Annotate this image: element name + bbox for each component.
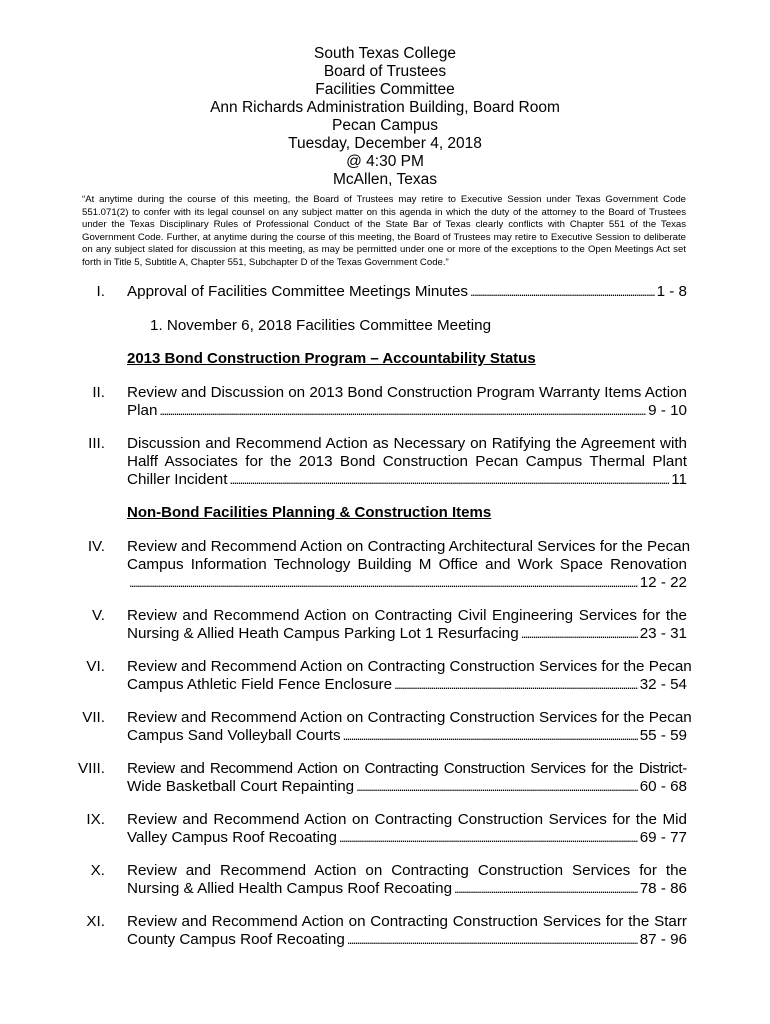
item-title: Chiller Incident (127, 471, 228, 488)
item-pages: 87 - 96 (639, 931, 687, 948)
item-number: V. (92, 607, 105, 624)
item-pages: 9 - 10 (648, 402, 687, 419)
item-number: IV. (87, 538, 105, 555)
dot-leader (394, 676, 638, 694)
dot-leader (339, 829, 638, 847)
item-number: II. (92, 384, 105, 401)
agenda-header (0, 45, 770, 189)
dot-leader (159, 402, 646, 420)
item-pages: 12 - 22 (639, 574, 687, 591)
item-title-line: Review and Discussion on 2013 Bond Construction Program Warranty Items Action (127, 384, 687, 401)
item-title-line: Review and Recommend Action on Contracting Civil Engineering Services for the (127, 607, 687, 624)
item-title-line: Campus Information Technology Building M Office and Work Space Renovation (127, 556, 687, 573)
dot-leader (129, 574, 638, 592)
item-number: I. (96, 283, 105, 300)
item-title: Plan (127, 402, 158, 419)
dot-leader (470, 283, 655, 301)
item-title-line: Review and Recommend Action on Contracting Construction Services for the District- (127, 760, 687, 777)
meeting-time: @ 4:30 PM (346, 153, 424, 170)
item-number: VI. (86, 658, 105, 675)
item-title: Valley Campus Roof Recoating (127, 829, 337, 846)
item-pages: 32 - 54 (639, 676, 687, 693)
item-title: Campus Athletic Field Fence Enclosure (127, 676, 393, 693)
dot-leader (454, 880, 638, 898)
committee-name: Facilities Committee (315, 81, 455, 98)
item-title-line: Review and Recommend Action on Contracting Construction Services for the Pecan (127, 658, 692, 675)
meeting-location: Ann Richards Administration Building, Board Room (210, 99, 560, 116)
meeting-city: McAllen, Texas (333, 171, 437, 188)
college-name: South Texas College (314, 45, 456, 62)
section-heading-bond: 2013 Bond Construction Program – Accountability Status (127, 350, 536, 367)
item-pages: 1 - 8 (656, 283, 687, 300)
item-title: Wide Basketball Court Repainting (127, 778, 355, 795)
executive-session-disclaimer: “At anytime during the course of this meeting, the Board of Trustees may retire to Executive Session under Texas Government Code 551.071(2) to confer with its legal counsel on any subject matter on this agenda in which the duty of the attorney to the Board of Trustees under the Texas Disciplinary Rules of Professional Conduct of the State Bar of Texas clearly conflicts with Chapter 551 of the Texas Government Code. Further, at anytime during the course of this meeting, the Board of Trustees may retire to Executive Session to deliberate on any subject slated for discussion at this meeting, as may be permitted under one or more of the exceptions to the Open Meetings Act set forth in Title 5, Subtitle A, Chapter 551, Subchapter D of the Texas Government Code.” (82, 194, 686, 268)
dot-leader (229, 471, 669, 489)
item-pages: 11 (671, 471, 687, 488)
item-title-line: Halff Associates for the 2013 Bond Construction Pecan Campus Thermal Plant (127, 453, 687, 470)
item-pages: 78 - 86 (639, 880, 687, 897)
item-number: VIII. (77, 760, 105, 777)
item-title-line: Review and Recommend Action on Contracting Construction Services for the (127, 862, 687, 879)
item-pages: 55 - 59 (639, 727, 687, 744)
campus-name: Pecan Campus (332, 117, 438, 134)
dot-leader (356, 778, 638, 796)
item-title: Approval of Facilities Committee Meetings Minutes (127, 283, 469, 300)
item-title-line: Review and Recommend Action on Contracting Architectural Services for the Pecan (127, 538, 691, 555)
item-title: Campus Sand Volleyball Courts (127, 727, 341, 744)
item-title-line: Review and Recommend Action on Contracting Construction Services for the Starr (127, 913, 687, 930)
meeting-date: Tuesday, December 4, 2018 (288, 135, 482, 152)
item-pages: 60 - 68 (639, 778, 687, 795)
item-title-line: Discussion and Recommend Action as Necessary on Ratifying the Agreement with (127, 435, 687, 452)
item-title-line: Review and Recommend Action on Contracting Construction Services for the Mid (127, 811, 687, 828)
board-name: Board of Trustees (323, 63, 447, 80)
item-number: IX. (86, 811, 105, 828)
item-pages: 23 - 31 (639, 625, 687, 642)
item-number: VII. (82, 709, 105, 726)
item-number: X. (90, 862, 105, 879)
dot-leader (343, 727, 638, 745)
item-pages: 69 - 77 (639, 829, 687, 846)
section-heading-non-bond: Non-Bond Facilities Planning & Construction Items (127, 504, 492, 521)
dot-leader (521, 625, 638, 643)
item-title: Nursing & Allied Health Campus Roof Recoating (127, 880, 453, 897)
sub-item-minutes: 1. November 6, 2018 Facilities Committee Meeting (150, 317, 492, 334)
item-number: III. (88, 435, 105, 452)
item-title: Nursing & Allied Heath Campus Parking Lot 1 Resurfacing (127, 625, 519, 642)
item-title: County Campus Roof Recoating (127, 931, 345, 948)
item-number: XI. (86, 913, 105, 930)
dot-leader (347, 931, 638, 949)
item-title-line: Review and Recommend Action on Contracting Construction Services for the Pecan (127, 709, 692, 726)
